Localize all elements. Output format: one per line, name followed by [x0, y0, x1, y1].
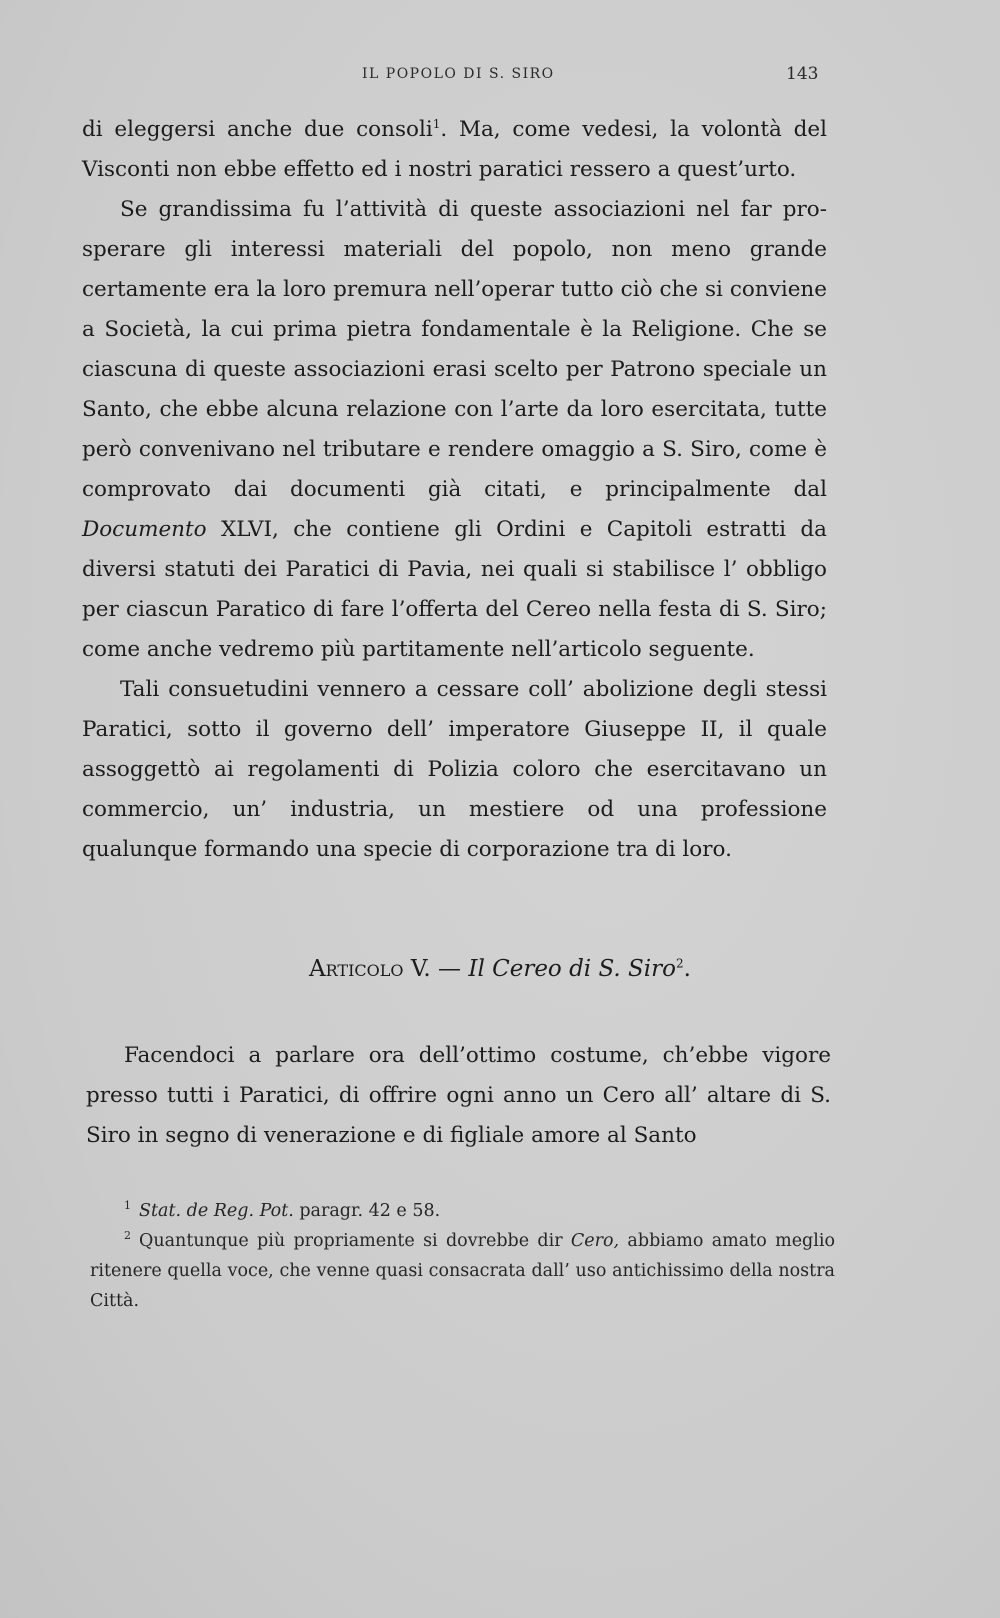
heading-end: . [683, 956, 691, 982]
footnote-1-rest: paragr. 42 e 58. [293, 1201, 441, 1221]
footnote-ref-1: 1 [432, 116, 441, 131]
footnote-2-italic: Cero, [570, 1231, 620, 1251]
p1-text: di eleggersi anche due consoli [82, 117, 433, 142]
paragraph-4: Facendoci a parlare ora dell’ottimo costume, ch’ebbe vigore presso tutti i Paratici, di offrire ogni anno un Cero all’ altare di S. Siro in segno di venerazione e di figliale amore al Santo [86, 1043, 831, 1148]
footnote-2-mark: 2 [124, 1229, 131, 1243]
footnote-1-italic: Stat. de Reg. Pot. [139, 1201, 294, 1221]
footnote-2 [90, 1226, 835, 1316]
paragraph-2 [82, 190, 827, 670]
p2-documento: Documento [82, 517, 207, 542]
main-text-2 [86, 1036, 831, 1156]
p2-before: Se grandissima fu l’attività di queste associazioni nel far prosperare gli interessi materiali del popolo, non meno grande certamente era la loro premura nell’operar tutto ciò che si conviene a Società, la cui prima pietra fondamentale è la Religione. Che se ciascuna di queste associazioni erasi scelto per Patrono speciale un Santo, che ebbe alcuna relazione con l’arte da loro esercitata, tutte però convenivano nel tributare e rendere omaggio a S. Siro, come è comprovato dai documenti già citati, e principalmente dal [82, 197, 827, 502]
main-text [82, 110, 827, 870]
running-title: IL POPOLO DI S. SIRO [362, 66, 555, 82]
heading-label: Articolo V. [309, 956, 431, 982]
paragraph-1 [82, 110, 827, 190]
footnote-2-after: abbiamo amato meglio ritenere quella voce, che venne quasi consacrata dall’ uso antichissimo della nostra Città. [90, 1231, 835, 1311]
p1-rest: . Ma, come vedesi, la volontà del Visconti non ebbe effetto ed i nostri paratici ressero a quest’urto. [82, 117, 827, 182]
section-heading [0, 956, 1000, 982]
heading-dash: — [438, 956, 462, 982]
heading-title: Il Cereo di S. Siro [468, 956, 676, 982]
paragraph-3: Tali consuetudini vennero a cessare coll’ abolizione degli stessi Paratici, sotto il governo dell’ imperatore Giuseppe II, il quale assoggettò ai regolamenti di Polizia coloro che esercitavano un commercio, un’ industria, un mestiere od una professione qualunque formando una specie di corporazione tra di loro. [82, 677, 827, 862]
footnote-1 [90, 1196, 835, 1226]
p2-after: XLVI, che contiene gli Ordini e Capitoli estratti da diversi statuti dei Paratici di Pavia, nei quali si stabilisce l’ obbligo per ciascun Paratico di fare l’offerta del Cereo nella festa di S. Siro; come anche vedremo più partitamente nell’articolo seguente. [82, 517, 827, 662]
footnote-ref-2: 2 [676, 956, 684, 971]
page-number: 143 [786, 64, 819, 84]
footnote-2-before: Quantunque più propriamente si dovrebbe dir [139, 1231, 571, 1251]
footnote-1-mark: 1 [124, 1199, 131, 1213]
footnotes [90, 1196, 835, 1316]
